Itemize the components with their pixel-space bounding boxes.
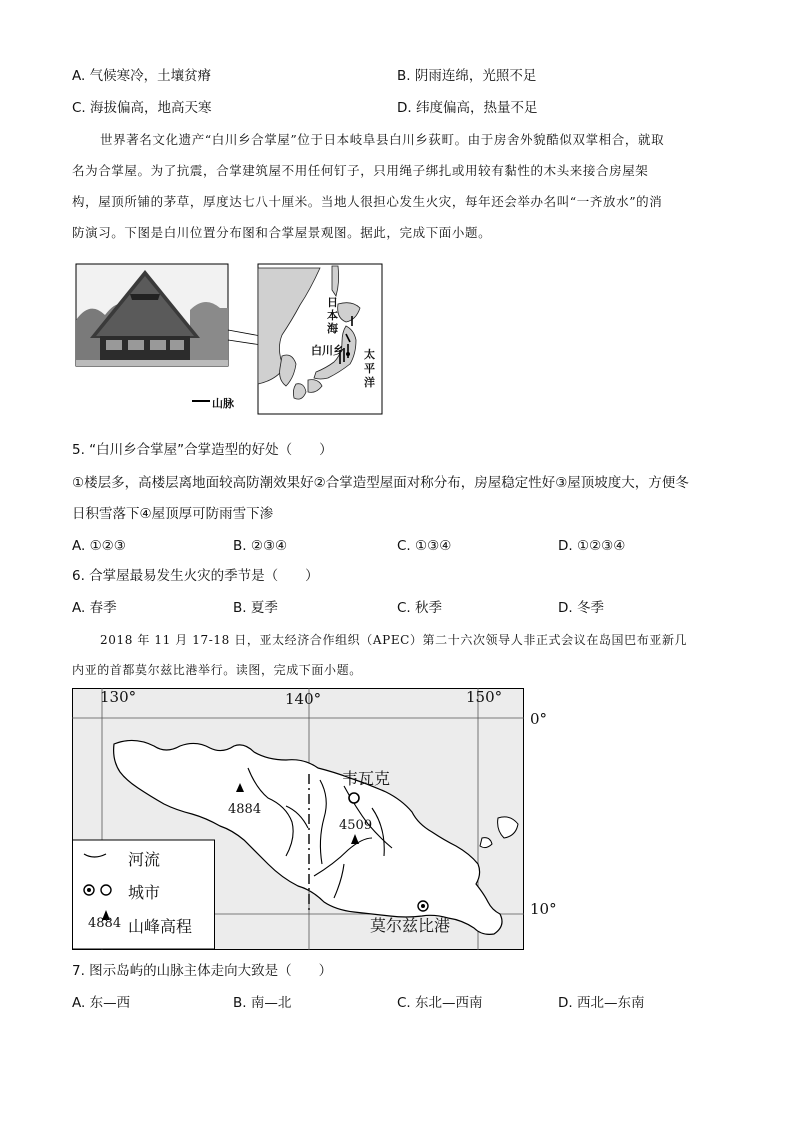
- wewak-city-marker: [349, 793, 359, 803]
- lon-140-label: 140°: [285, 690, 322, 708]
- q6-option-c[interactable]: C. 秋季: [397, 600, 443, 616]
- passage1-line3: 构，屋顶所铺的茅草，厚度达七八十厘米。当地人很担心发生火灾，每年还会举办名叫“一齐放水”的消: [72, 194, 663, 209]
- legend-city-symbol: [101, 885, 111, 895]
- legend-peak-label: 山峰高程: [128, 917, 193, 936]
- peak-4884-label: 4884: [228, 802, 262, 817]
- q4-option-a[interactable]: A. 气候寒冷，土壤贫瘠: [72, 68, 212, 84]
- port-moresby-dot: [421, 904, 425, 908]
- q6-option-a[interactable]: A. 春季: [72, 600, 117, 616]
- q5-stem: 5. “白川乡合掌屋”合掌造型的好处（ ）: [72, 442, 333, 458]
- passage1-line4: 防演习。下图是白川位置分布图和合掌屋景观图。据此，完成下面小题。: [72, 225, 492, 240]
- wewak-label: 韦瓦克: [342, 769, 391, 788]
- peak-4509-label: 4509: [339, 818, 373, 833]
- mountain-legend-label: 山脉: [212, 397, 234, 410]
- q6-option-d[interactable]: D. 冬季: [558, 600, 604, 616]
- q6-option-b[interactable]: B. 夏季: [233, 600, 278, 616]
- legend-peak-value: 4884: [88, 916, 122, 931]
- q5-option-b[interactable]: B. ②③④: [233, 538, 288, 554]
- q5-option-c[interactable]: C. ①③④: [397, 538, 452, 554]
- lat-0-label: 0°: [530, 710, 548, 728]
- passage2-line2: 内亚的首都莫尔兹比港举行。读图，完成下面小题。: [72, 663, 362, 677]
- port-moresby-label: 莫尔兹比港: [370, 916, 451, 935]
- q7-option-a[interactable]: A. 东—西: [72, 995, 131, 1011]
- lat-10-label: 10°: [530, 900, 557, 918]
- sea-of-japan-label: 日 本 海: [327, 296, 338, 335]
- passage1-line2: 名为合掌屋。为了抗震，合掌建筑屋不用任何钉子，只用绳子绑扎或用较有黏性的木头来接合房屋架: [72, 163, 649, 178]
- q5-statements-line1: ①楼层多，高楼层离地面较高防潮效果好②合掌造型屋面对称分布，房屋稳定性好③屋顶坡度大，方便冬: [72, 475, 689, 491]
- q7-option-c[interactable]: C. 东北—西南: [397, 995, 483, 1011]
- japan-location-map: [258, 264, 382, 414]
- pacific-ocean-label: 太 平 洋: [364, 348, 375, 389]
- q7-option-b[interactable]: B. 南—北: [233, 995, 292, 1011]
- passage1-line1: 世界著名文化遗产“白川乡合掌屋”位于日本岐阜县白川乡荻町。由于房舍外貌酷似双掌相合，就取: [100, 132, 665, 147]
- q4-option-c[interactable]: C. 海拔偏高，地高天寒: [72, 100, 212, 116]
- legend-river-label: 河流: [128, 850, 161, 869]
- q5-option-d[interactable]: D. ①②③④: [558, 538, 626, 554]
- gassho-house-photo: [76, 264, 228, 366]
- shirakawa-label: 白川乡: [311, 344, 344, 357]
- q7-stem: 7. 图示岛屿的山脉主体走向大致是（ ）: [72, 963, 333, 979]
- lon-150-label: 150°: [466, 688, 503, 706]
- papua-new-guinea-map: [72, 688, 524, 950]
- q4-option-b[interactable]: B. 阴雨连绵，光照不足: [397, 68, 537, 84]
- q7-option-d[interactable]: D. 西北—东南: [558, 995, 645, 1011]
- q6-stem: 6. 合掌屋最易发生火灾的季节是（ ）: [72, 568, 319, 584]
- legend-city-label: 城市: [128, 883, 161, 902]
- q4-option-d[interactable]: D. 纬度偏高，热量不足: [397, 100, 538, 116]
- q5-statements-line2: 日积雪落下④屋顶厚可防雨雪下渗: [72, 506, 274, 522]
- shirakawa-marker: [346, 352, 350, 356]
- q5-option-a[interactable]: A. ①②③: [72, 538, 126, 554]
- lon-130-label: 130°: [100, 688, 137, 706]
- passage2-line1: 2018 年 11 月 17-18 日，亚太经济合作组织（APEC）第二十六次领导人非正式会议在岛国巴布亚新几: [100, 633, 688, 647]
